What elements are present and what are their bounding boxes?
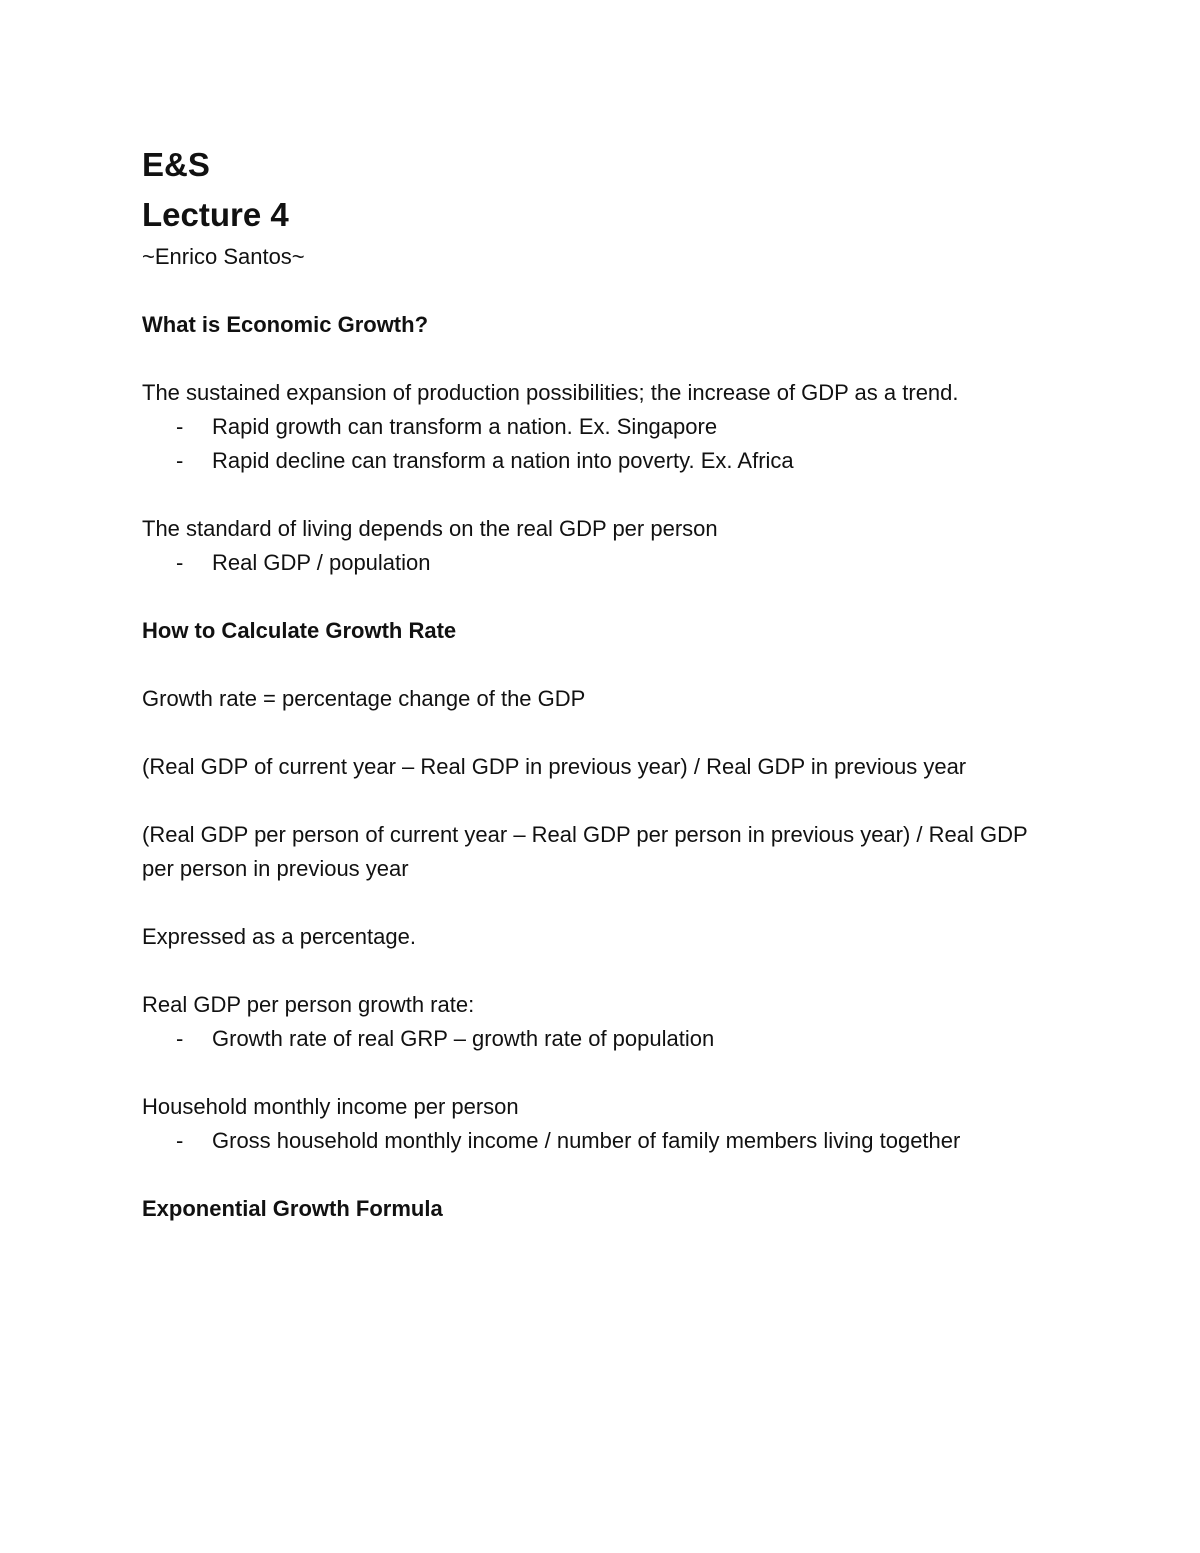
standard-bullet-list xyxy=(142,546,1062,580)
growth-rate-definition: Growth rate = percentage change of the GDP xyxy=(142,686,586,711)
list-item: - Real GDP / population xyxy=(142,546,1062,580)
lecture-title: Lecture 4 xyxy=(142,196,289,233)
list-item: - Gross household monthly income / number of family members living together xyxy=(142,1124,1062,1158)
definition-bullet-list xyxy=(142,410,1062,478)
per-person-growth-rate-text: Real GDP per person growth rate: xyxy=(142,992,475,1017)
document-page xyxy=(142,140,1062,1260)
economic-growth-definition: The sustained expansion of production possibilities; the increase of GDP as a trend. xyxy=(142,380,959,405)
course-title: E&S xyxy=(142,146,210,183)
list-item: - Growth rate of real GRP – growth rate of population xyxy=(142,1022,1062,1056)
per-person-bullet-list xyxy=(142,1022,1062,1056)
dash-bullet: - xyxy=(176,550,184,575)
dash-bullet: - xyxy=(176,1026,184,1051)
author-name: ~Enrico Santos~ xyxy=(142,244,305,269)
heading-exponential-growth: Exponential Growth Formula xyxy=(142,1196,443,1221)
list-item: - Rapid growth can transform a nation. Ex. Singapore xyxy=(142,410,1062,444)
household-bullet-list xyxy=(142,1124,1062,1158)
standard-of-living-text: The standard of living depends on the real GDP per person xyxy=(142,516,718,541)
heading-growth-rate: How to Calculate Growth Rate xyxy=(142,618,457,643)
dash-bullet: - xyxy=(176,414,184,439)
expressed-as-percentage: Expressed as a percentage. xyxy=(142,924,416,949)
heading-economic-growth: What is Economic Growth? xyxy=(142,312,429,337)
list-item: - Rapid decline can transform a nation into poverty. Ex. Africa xyxy=(142,444,1062,478)
formula-real-gdp-per-person: (Real GDP per person of current year – Real GDP per person in previous year) / Real GDP per person in previous year xyxy=(142,822,1028,881)
dash-bullet: - xyxy=(176,448,184,473)
formula-real-gdp: (Real GDP of current year – Real GDP in previous year) / Real GDP in previous year xyxy=(142,754,967,779)
household-income-text: Household monthly income per person xyxy=(142,1094,519,1119)
dash-bullet: - xyxy=(176,1128,184,1153)
